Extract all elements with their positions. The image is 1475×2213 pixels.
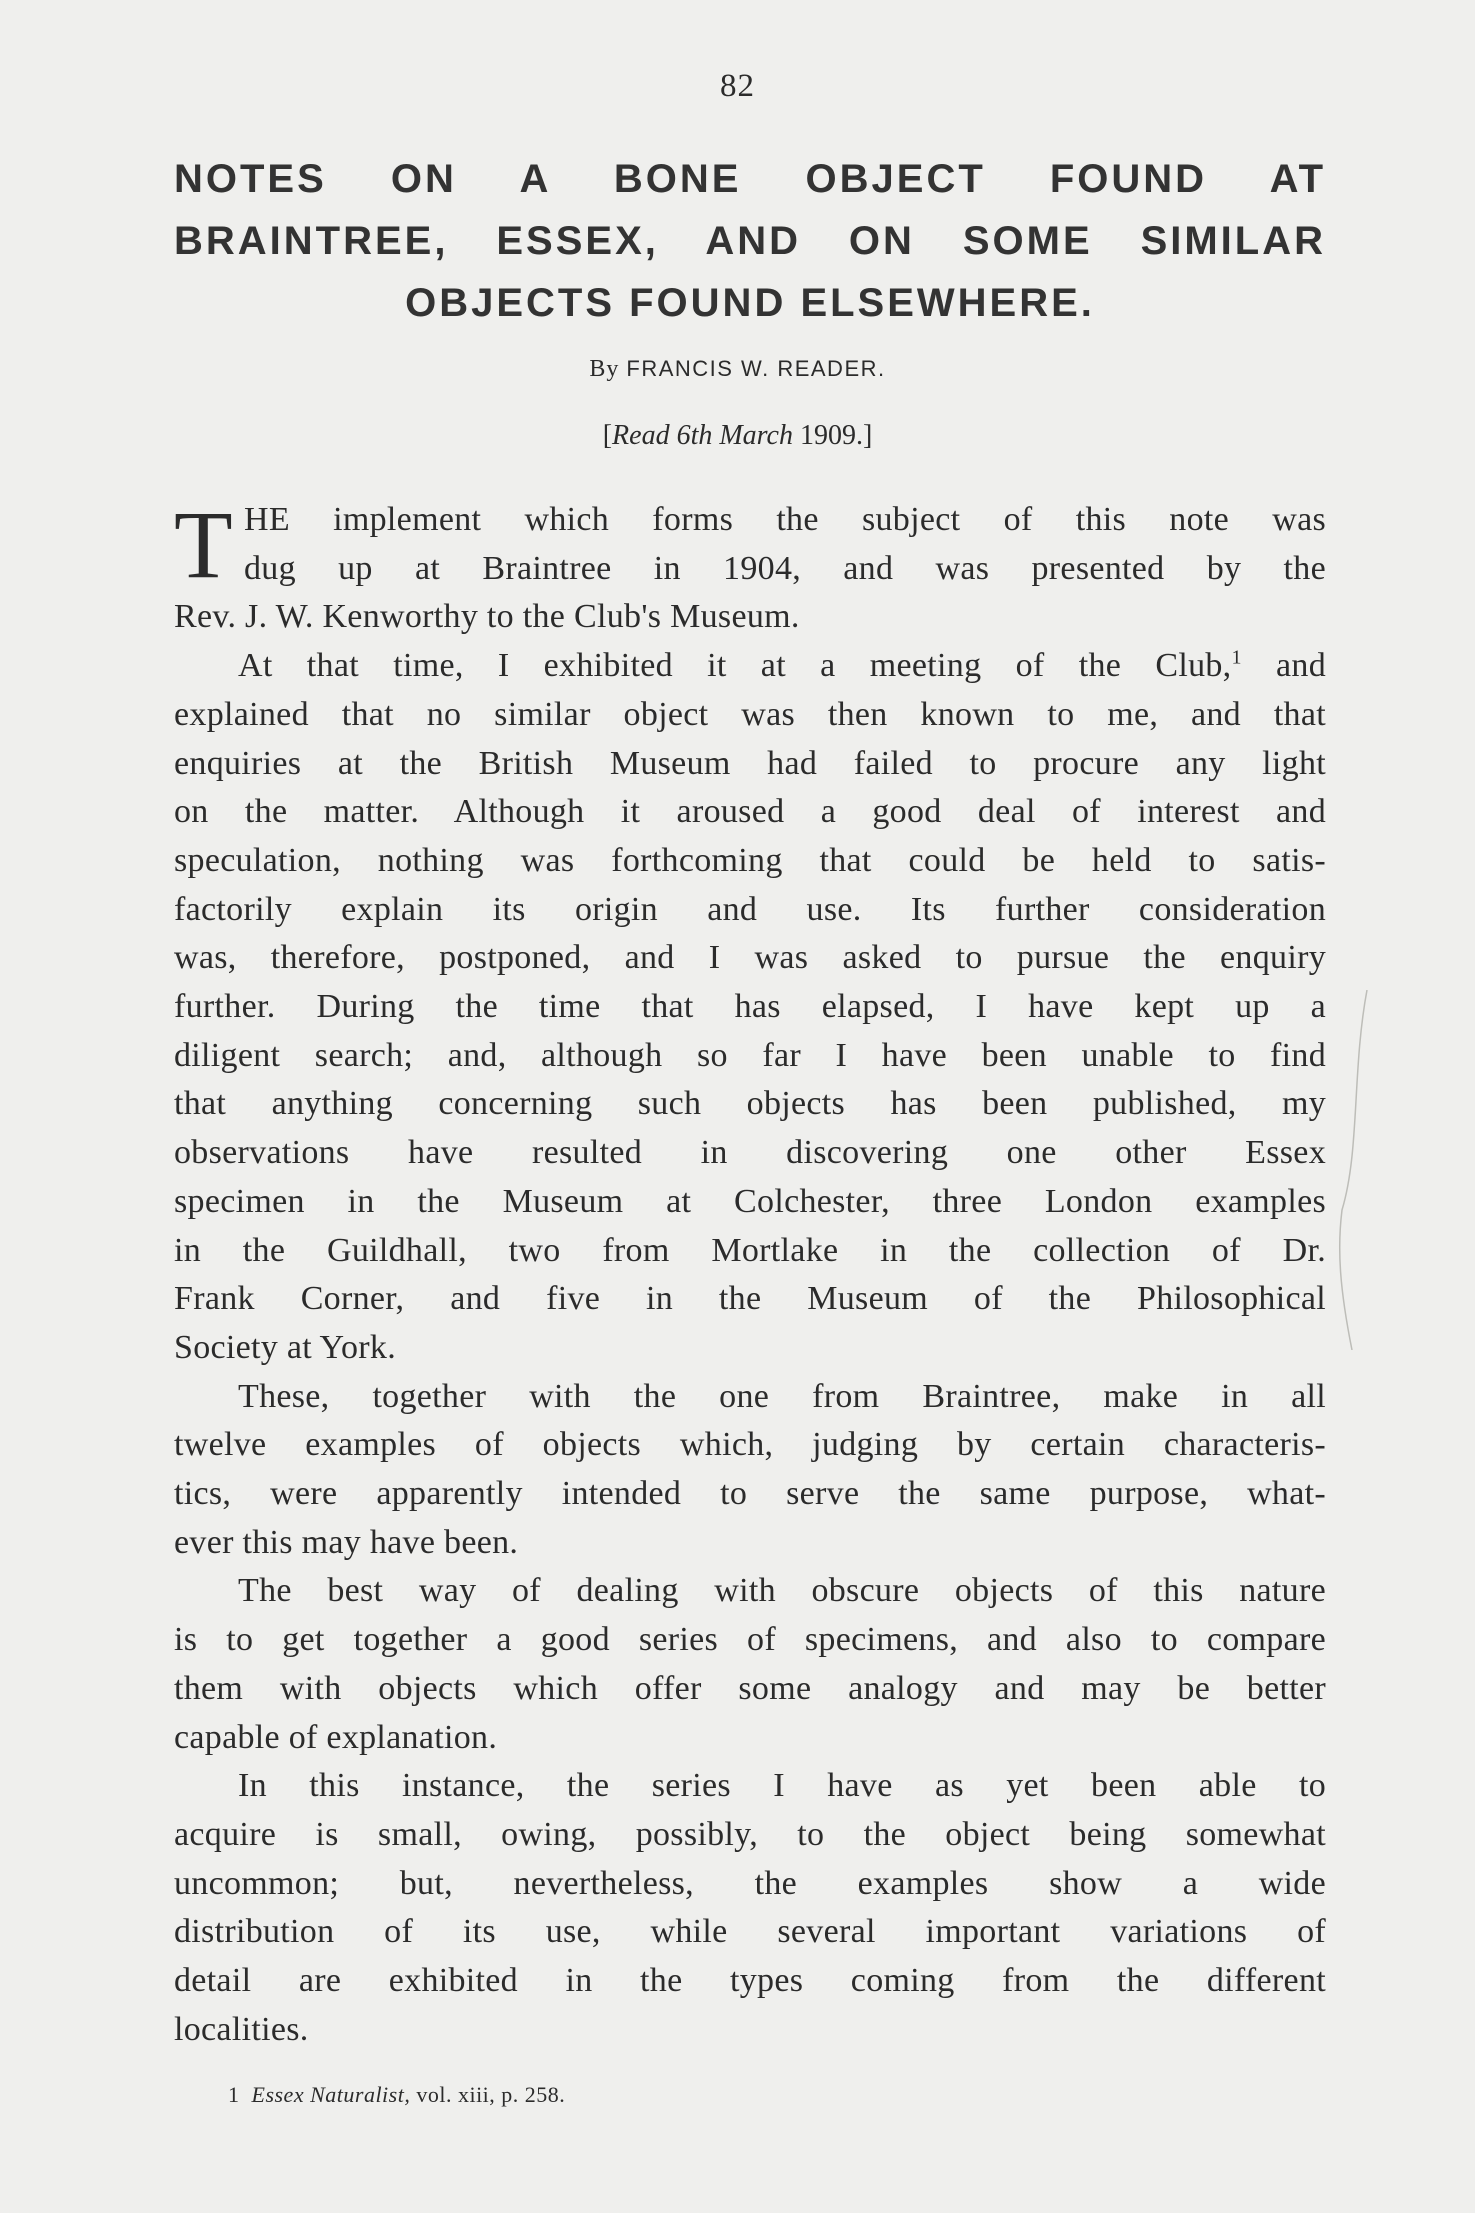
footnote: [228, 2082, 1228, 2108]
text-line: detail are exhibited in the types coming from the different: [174, 1962, 1326, 2000]
text-line: twelve examples of objects which, judging by certain characteris-: [174, 1426, 1326, 1464]
margin-crease-mark: [1332, 990, 1372, 1350]
text-line: explained that no similar object was then known to me, and that: [174, 695, 1326, 733]
author-name: FRANCIS W. READER.: [626, 356, 886, 381]
text-line: factorily explain its origin and use. Its further consideration: [174, 890, 1326, 928]
text-line: diligent search; and, although so far I have been unable to find: [174, 1036, 1326, 1074]
byline-prefix: By: [589, 356, 620, 382]
text-line: HE implement which forms the subject of this note was: [244, 501, 1326, 538]
text-line: is to get together a good series of specimens, and also to compare: [174, 1621, 1326, 1659]
paragraph-1: [174, 491, 1326, 642]
text-line: uncommon; but, nevertheless, the examples show a wide: [174, 1864, 1326, 1902]
footnote-ref: 1: [1231, 646, 1242, 669]
text-line: dug up at Braintree in 1904, and was presented by the: [244, 549, 1326, 587]
title-line-2: BRAINTREE, ESSEX, AND ON SOME SIMILAR: [174, 219, 1326, 263]
text-line: capable of explanation.: [174, 1718, 498, 1756]
text-line: speculation, nothing was forthcoming that could be held to satis-: [174, 841, 1326, 879]
title-line-1: NOTES ON A BONE OBJECT FOUND AT: [174, 157, 1326, 201]
text-segment: and: [1241, 647, 1326, 685]
text-line: These, together with the one from Braintree, make in all: [238, 1377, 1326, 1415]
paragraph-5: [174, 1762, 1326, 2054]
title-line-3: OBJECTS FOUND ELSEWHERE.: [405, 281, 1095, 325]
drop-cap: T: [174, 491, 233, 598]
text-line: on the matter. Although it aroused a good deal of interest and: [174, 793, 1326, 831]
text-line: in the Guildhall, two from Mortlake in the collection of Dr.: [174, 1231, 1326, 1269]
text-line: localities.: [174, 2010, 309, 2048]
text-line: specimen in the Museum at Colchester, three London examples: [174, 1182, 1326, 1220]
text-line: In this instance, the series I have as yet been able to: [238, 1767, 1326, 1805]
text-line: enquiries at the British Museum had failed to procure any light: [174, 744, 1326, 782]
paragraph-2: [174, 642, 1326, 1373]
read-open-bracket: [: [602, 420, 613, 451]
text-line: was, therefore, postponed, and I was asked to pursue the enquiry: [174, 939, 1326, 977]
read-year: 1909.]: [799, 420, 873, 451]
read-label: Read 6th March: [612, 420, 793, 451]
text-line: Rev. J. W. Kenworthy to the Club's Museum.: [174, 598, 800, 636]
text-line: that anything concerning such objects has been published, my: [174, 1085, 1326, 1123]
text-line: [174, 642, 1326, 691]
page-number: 82: [720, 68, 755, 104]
byline: [0, 356, 1475, 383]
text-line: Frank Corner, and five in the Museum of the Philosophical: [174, 1280, 1326, 1318]
article-body: [174, 491, 1326, 2055]
footnote-ref-text: vol. xiii, p. 258.: [410, 2082, 566, 2107]
text-line: tics, were apparently intended to serve the same purpose, what-: [174, 1475, 1326, 1513]
footnote-marker: 1: [228, 2082, 240, 2107]
paragraph-4: [174, 1567, 1326, 1762]
text-line: ever this may have been.: [174, 1523, 519, 1561]
text-line: The best way of dealing with obscure objects of this nature: [238, 1572, 1326, 1610]
text-segment: At that time, I exhibited it at a meeting of the Club,: [238, 647, 1232, 685]
text-line: acquire is small, owing, possibly, to the object being somewhat: [174, 1815, 1326, 1853]
text-line: Society at York.: [174, 1328, 397, 1366]
text-line: further. During the time that has elapsed, I have kept up a: [174, 988, 1326, 1026]
read-date: [0, 420, 1475, 452]
footnote-journal: Essex Naturalist,: [251, 2082, 411, 2107]
article-title: [174, 148, 1326, 334]
text-line: them with objects which offer some analogy and may be better: [174, 1669, 1326, 1707]
text-line: distribution of its use, while several important variations of: [174, 1913, 1326, 1951]
text-line: observations have resulted in discovering one other Essex: [174, 1134, 1326, 1172]
paragraph-3: [174, 1373, 1326, 1568]
